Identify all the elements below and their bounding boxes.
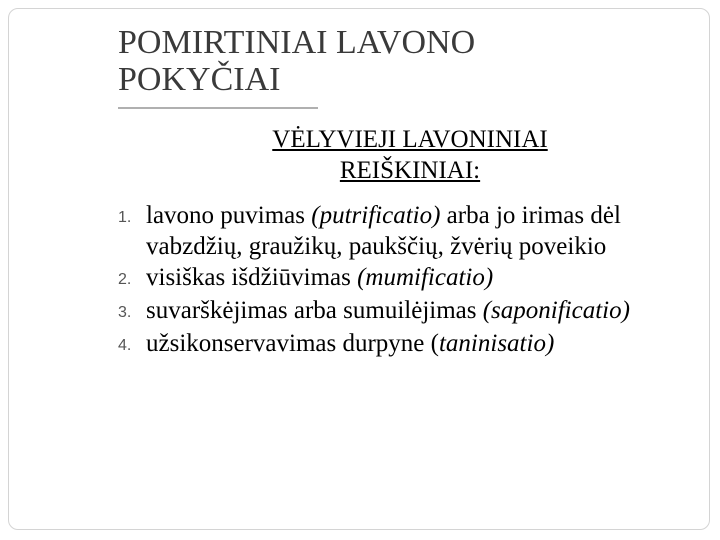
list-text-3: [146, 295, 698, 326]
list-text-3-latin: (saponificatio): [482, 297, 630, 324]
list-marker-4: 4.: [118, 337, 132, 354]
list-text-2: [146, 262, 698, 293]
content-list: [118, 200, 698, 361]
subheading-line-1: VĖLYVIEJI LAVONINIAI: [272, 126, 548, 153]
list-marker-1: 1.: [118, 209, 132, 226]
slide-title-line-2: POKYČIAI: [118, 61, 281, 99]
list-text-2-latin: (mumificatio): [357, 264, 494, 291]
subheading-line-2: REIŠKINIAI:: [339, 157, 481, 184]
list-text-1-latin: (putrificatio): [311, 202, 441, 229]
list-text-1-part-2: arba jo irimas dėl vabzdžių, graužikų, paukščių, žvėrių poveikio: [146, 202, 621, 260]
list-text-2-part-1: visiškas išdžiūvimas: [146, 264, 358, 291]
list-item-1: [118, 200, 698, 262]
title-underline-bar: [118, 107, 318, 109]
list-text-1-part-1: lavono puvimas: [146, 202, 312, 229]
list-item-2: [118, 262, 698, 295]
list-text-1: [146, 200, 698, 262]
slide-title-line-1: POMIRTINIAI LAVONO: [118, 24, 476, 61]
list-item-3: [118, 295, 698, 328]
list-text-4-latin: taninisatio): [438, 330, 555, 357]
list-text-4-part-1: užsikonservavimas durpyne (: [146, 330, 439, 357]
slide-title: [118, 24, 678, 99]
list-marker-3: 3.: [118, 304, 132, 321]
list-marker-2: 2.: [118, 271, 132, 288]
subheading: [160, 124, 660, 186]
list-text-3-part-1: suvarškėjimas arba sumuilėjimas: [146, 297, 483, 324]
list-item-4: [118, 328, 698, 361]
list-text-4: [146, 328, 698, 359]
